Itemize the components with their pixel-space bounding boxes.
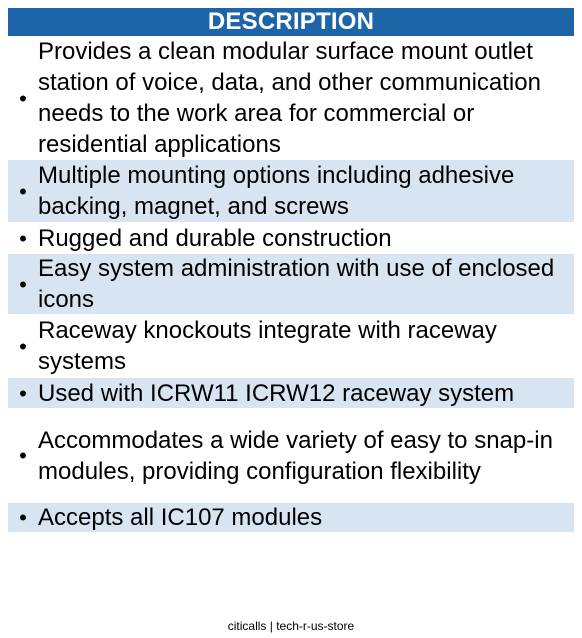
list-item-text: Provides a clean modular surface mount outlet station of voice, data, and other communication needs to the work area for commercial or residential applications xyxy=(38,38,541,158)
list-item-text: Accepts all IC107 modules xyxy=(38,504,323,531)
list-item xyxy=(8,222,574,252)
list-item-text: Used with ICRW11 ICRW12 raceway system xyxy=(38,379,515,407)
list-item-text: Rugged and durable construction xyxy=(38,224,392,252)
list-item-text: Raceway knockouts integrate with raceway systems xyxy=(38,317,497,375)
list-item xyxy=(8,36,574,158)
list-item xyxy=(8,158,574,222)
list-item xyxy=(8,408,574,501)
description-table xyxy=(8,8,574,532)
bullet-icon: • xyxy=(19,271,27,297)
list-item-text: Multiple mounting options including adhesive backing, magnet, and screws xyxy=(38,162,515,220)
list-item xyxy=(8,501,574,532)
footer-credit: citicalls | tech-r-us-store xyxy=(227,619,355,633)
bullet-icon: • xyxy=(19,380,27,406)
bullet-icon: • xyxy=(19,178,27,204)
table-header: DESCRIPTION xyxy=(8,8,574,36)
list-item-text: Easy system administration with use of enclosed icons xyxy=(38,255,555,313)
list-item xyxy=(8,376,574,408)
list-item-text: Accommodates a wide variety of easy to snap-in modules, providing configuration flexibility xyxy=(38,426,553,485)
list-item xyxy=(8,314,574,376)
bullet-icon: • xyxy=(19,443,27,468)
bullet-icon: • xyxy=(19,85,27,111)
bullet-icon: • xyxy=(19,225,27,251)
bullet-icon: • xyxy=(19,333,27,359)
list-item xyxy=(8,252,574,314)
bullet-icon: • xyxy=(19,505,27,530)
